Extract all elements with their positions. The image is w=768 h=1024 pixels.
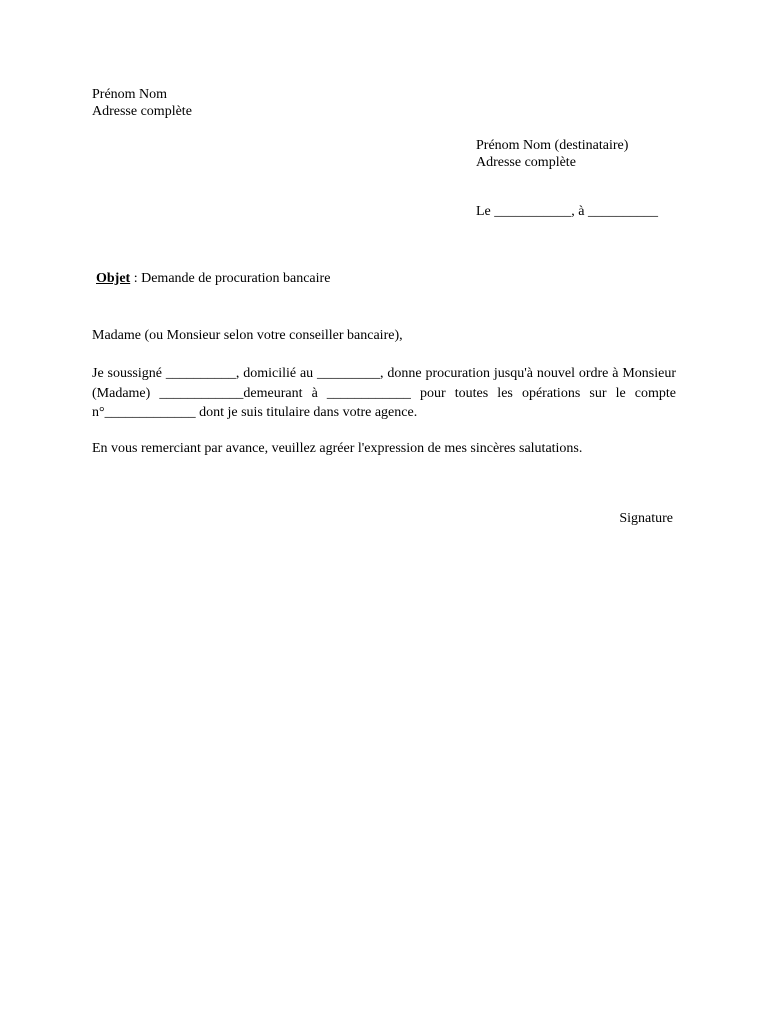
recipient-block — [476, 137, 628, 171]
closing-line: En vous remerciant par avance, veuillez agréer l'expression de mes sincères salutations. — [92, 441, 583, 456]
salutation: Madame (ou Monsieur selon votre conseiller bancaire), — [92, 328, 403, 343]
subject-line — [96, 270, 330, 287]
subject-separator: : — [130, 271, 142, 286]
sender-block — [92, 86, 192, 120]
signature-label: Signature — [619, 511, 673, 526]
recipient-name: Prénom Nom (destinataire) — [476, 138, 629, 153]
subject-text: Demande de procuration bancaire — [141, 271, 331, 286]
subject-label: Objet — [96, 271, 131, 286]
body-paragraph: Je soussigné __________, domicilié au _________, donne procuration jusqu'à nouvel ordre à Monsieur (Madame) ____________demeurant à ____________ pour toutes les opérations sur le compte n°_____________ dont je suis titulaire dans votre agence. — [92, 366, 676, 420]
date-place-line: Le ___________, à __________ — [476, 204, 658, 219]
sender-address: Adresse complète — [92, 104, 192, 119]
recipient-address: Adresse complète — [476, 155, 576, 170]
sender-name: Prénom Nom — [92, 87, 168, 102]
